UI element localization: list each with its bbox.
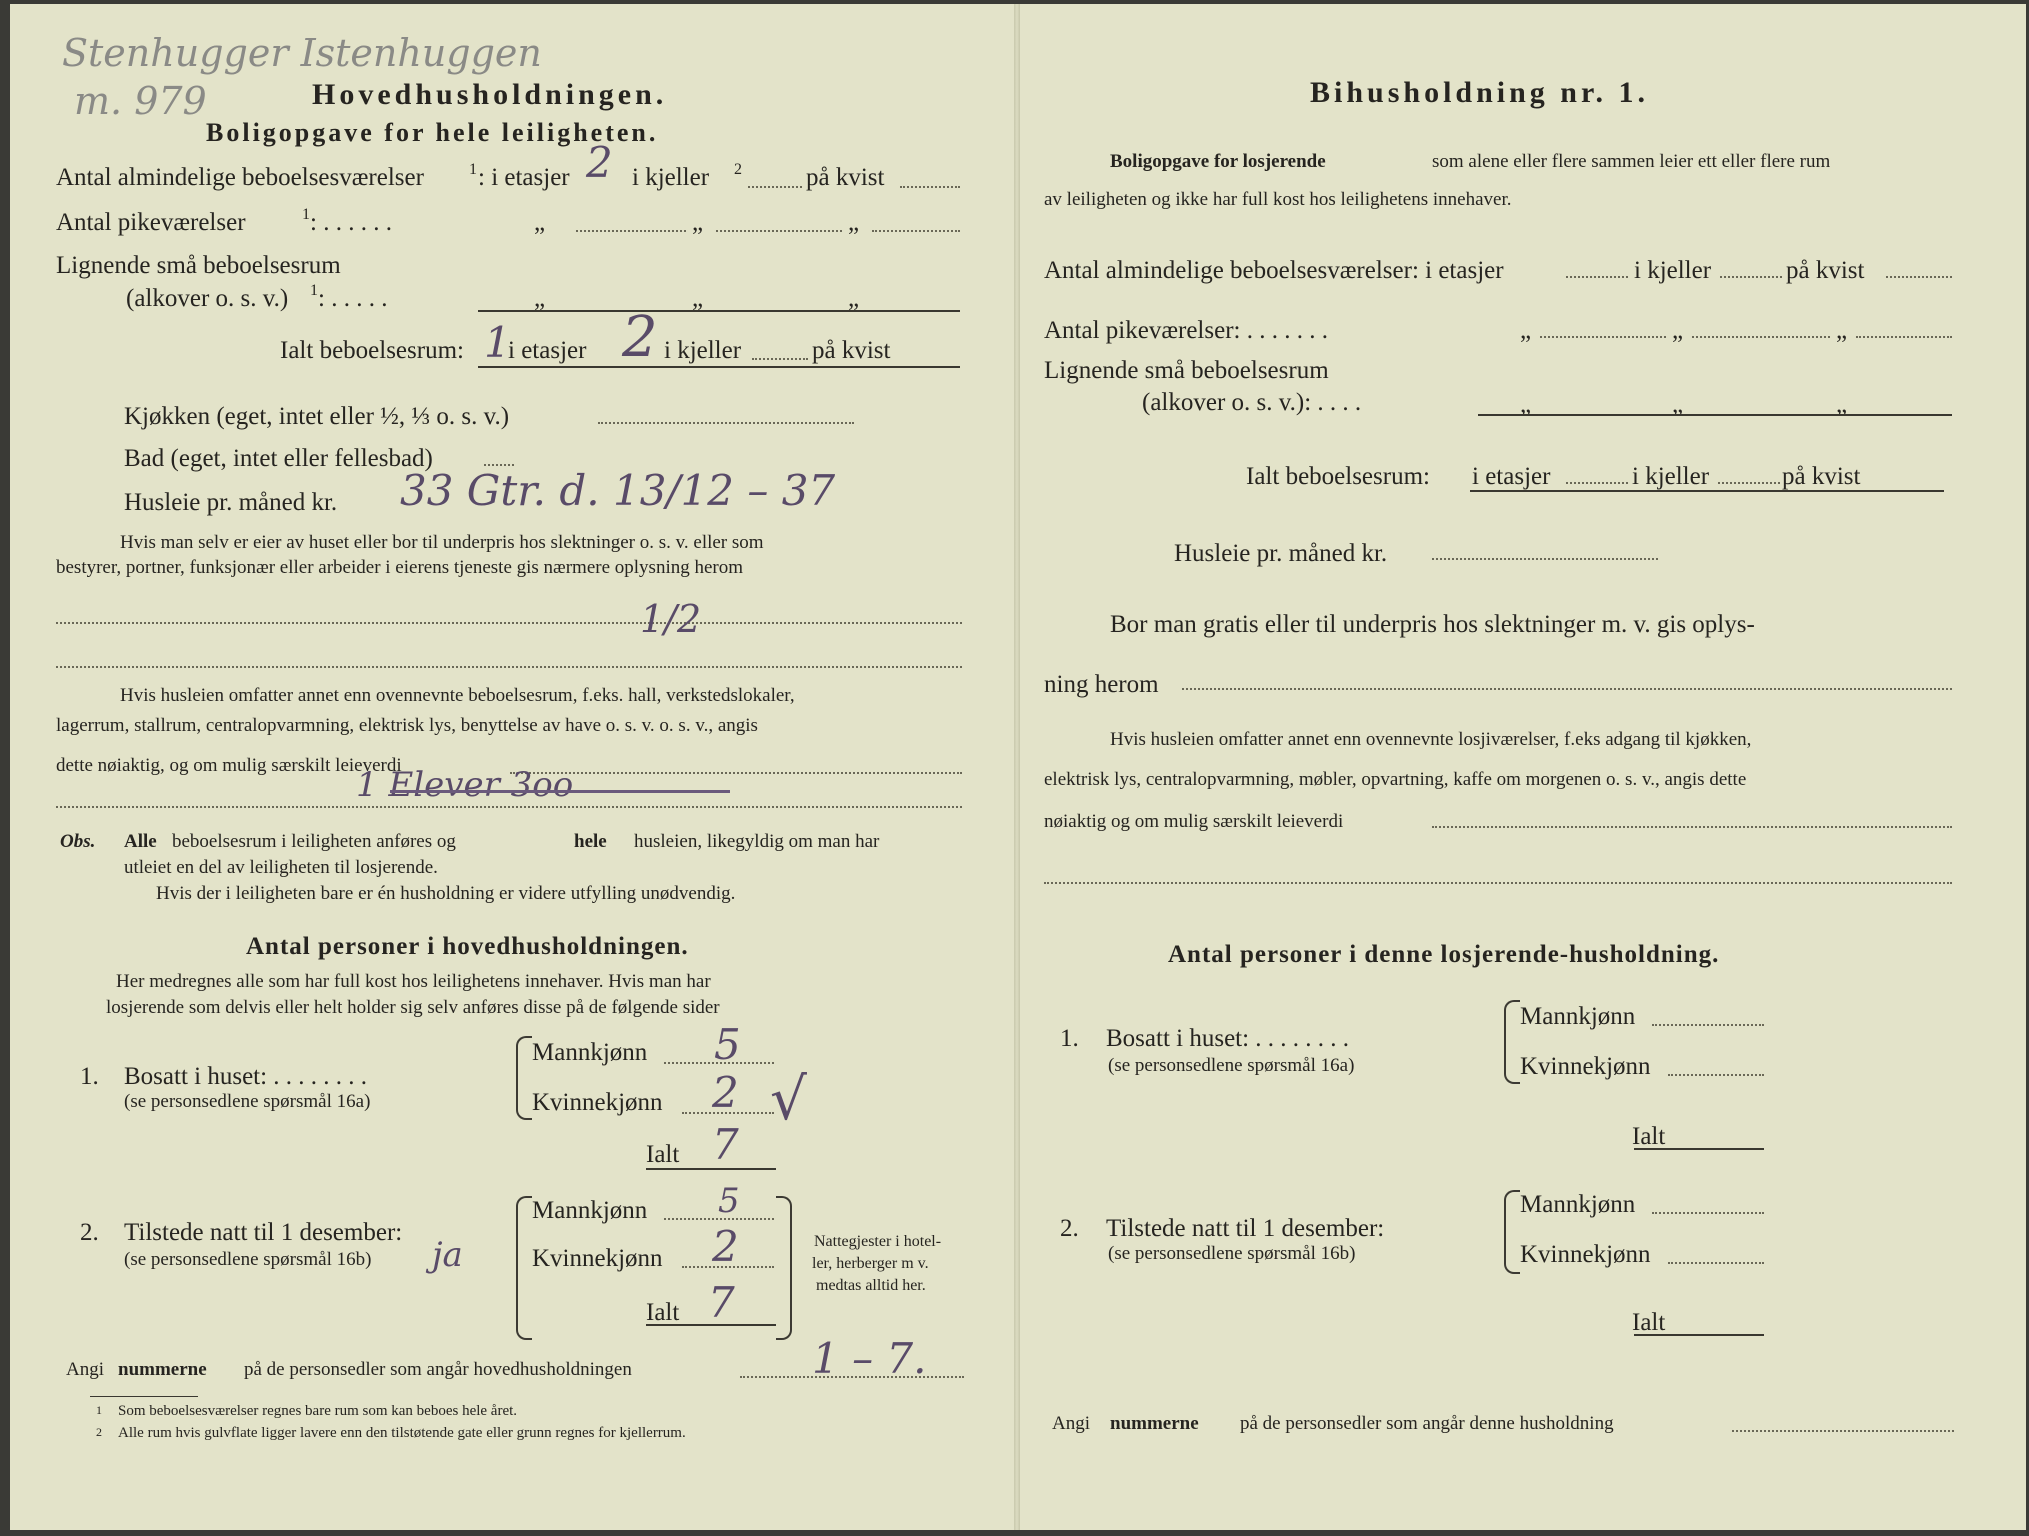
right-gratis-2: ning herom [1044, 671, 1159, 698]
obs-alle: Alle [124, 831, 157, 852]
footnote-1-num: 1 [96, 1403, 102, 1417]
right-q1-mannkjonn-label: Mannkjønn [1520, 1003, 1636, 1030]
field-herom [56, 622, 962, 624]
right-q2-kvinnekjonn-field [1668, 1262, 1764, 1264]
right-field-husleie [1432, 558, 1658, 560]
left-angi-nummerne: nummerne [118, 1359, 207, 1380]
field-pike-etasjer [576, 230, 686, 232]
q1-mannkjonn-label: Mannkjønn [532, 1039, 648, 1066]
field-ialt-kjeller [752, 358, 808, 360]
ditto-4: „ [534, 285, 546, 312]
right-field-pike-2 [1692, 336, 1830, 338]
field-pike-kjeller [716, 230, 842, 232]
q2-ialt-label: Ialt [646, 1299, 680, 1326]
page-fold [1014, 4, 1020, 1530]
right-label-ialt-kvist: på kvist [1782, 463, 1861, 490]
right-intro-1: som alene eller flere sammen leier ett eller flere rum [1432, 151, 1831, 172]
persons-note-1: Her medregnes alle som har full kost hos leilighetens innehaver. Hvis man har [116, 971, 711, 992]
right-q2-mannkjonn-label: Mannkjønn [1520, 1191, 1636, 1218]
right-label-kjeller: i kjeller [1634, 257, 1712, 284]
right-label-kvist: på kvist [1786, 257, 1865, 284]
right-field-etasjer [1566, 276, 1628, 278]
q2-kvinnekjonn-field [682, 1266, 774, 1268]
dots-pikevaerelser: : . . . . . . [310, 209, 392, 236]
right-label-husleie: Husleie pr. måned kr. [1174, 540, 1388, 567]
right-field-pike-3 [1856, 336, 1952, 338]
right-persons-title: Antal personer i denne losjerende-husholdning. [1168, 941, 1720, 968]
label-ialt-kjeller: i kjeller [664, 337, 742, 364]
handwritten-husleie: 33 Gtr. d. 13/12 – 37 [400, 466, 836, 515]
para-omfatter-line-3: dette nøiaktig, og om mulig særskilt leieverdi [56, 755, 402, 776]
label-ialt-beboelsesrum: Ialt beboelsesrum: [280, 337, 464, 364]
label-i-etasjer: : i etasjer [478, 164, 570, 191]
label-i-kjeller: i kjeller [632, 164, 710, 191]
footnote-2: Alle rum hvis gulvflate ligger lavere enn den tilstøtende gate eller grunn regnes for kjellerrum. [118, 1425, 686, 1441]
q2-ialt-value: 7 [708, 1278, 735, 1327]
right-ditto-1: „ [1520, 317, 1532, 344]
right-q1-label: Bosatt i huset: . . . . . . . . [1106, 1025, 1350, 1052]
q2-ialt-rule [646, 1324, 776, 1326]
right-ditto-3: „ [1836, 317, 1848, 344]
right-ditto-5: „ [1672, 391, 1684, 418]
footnote-ref-2: 2 [734, 161, 742, 178]
right-q1-kvinnekjonn-label: Kvinnekjønn [1520, 1053, 1651, 1080]
obs-label: Obs. [60, 831, 96, 852]
right-q1-sub: (se personsedlene spørsmål 16a) [1108, 1055, 1355, 1076]
q2-number: 2. [80, 1219, 99, 1246]
right-intro-2: av leiligheten og ikke har full kost hos leilighetens innehaver. [1044, 189, 1512, 210]
rule-ialt [478, 366, 960, 368]
right-q2-brace [1504, 1190, 1520, 1274]
right-q2-sub: (se personsedlene spørsmål 16b) [1108, 1243, 1356, 1264]
label-kjokken: Kjøkken (eget, intet eller ½, ⅓ o. s. v.) [124, 403, 510, 430]
right-label-lignende: Lignende små beboelsesrum [1044, 357, 1329, 384]
right-q2-number: 2. [1060, 1215, 1079, 1242]
label-husleie: Husleie pr. måned kr. [124, 489, 338, 516]
right-angi: Angi [1052, 1413, 1090, 1434]
obs-text-1: beboelsesrum i leiligheten anføres og [172, 831, 456, 852]
right-q1-mannkjonn-field [1652, 1024, 1764, 1026]
q2-brace [516, 1196, 532, 1340]
obs-line-3: Hvis der i leiligheten bare er én husholdning er videre utfylling unødvendig. [156, 883, 736, 904]
right-rule-ialt [1470, 490, 1944, 492]
obs-line-2: utleiet en del av leiligheten til losjerende. [124, 857, 438, 878]
obs-text-2: husleien, likegyldig om man har [634, 831, 880, 852]
q2-kvinnekjonn-label: Kvinnekjønn [532, 1245, 663, 1272]
right-field-leieverdi [1432, 826, 1952, 828]
right-omfatter-3: nøiaktig og om mulig særskilt leieverdi [1044, 811, 1344, 832]
handwritten-herom: 1/2 [640, 597, 702, 641]
ditto-2: „ [692, 209, 704, 236]
right-field-kjeller [1720, 276, 1782, 278]
q1-kvinnekjonn-label: Kvinnekjønn [532, 1089, 663, 1116]
q1-kvinnekjonn-field [682, 1112, 774, 1114]
label-ialt-kvist: på kvist [812, 337, 891, 364]
label-pikevaerelser: Antal pikeværelser [56, 209, 246, 236]
handwritten-etasjer: 2 [586, 138, 613, 187]
right-angi-field [1732, 1430, 1954, 1432]
q1-sub: (se personsedlene spørsmål 16a) [124, 1091, 371, 1112]
handwritten-strike [390, 790, 730, 793]
right-ditto-6: „ [1836, 391, 1848, 418]
q2-mark: ja [432, 1235, 463, 1275]
right-label-almindelige: Antal almindelige beboelsesværelser: i etasjer [1044, 257, 1504, 284]
nattegjester-line-2: ler, herberger m v. [812, 1255, 929, 1272]
right-rule-alkover [1478, 414, 1952, 416]
right-field-pike-1 [1540, 336, 1666, 338]
rule-alkover [478, 310, 960, 312]
right-q1-number: 1. [1060, 1025, 1079, 1052]
left-angi-rest: på de personsedler som angår hovedhusholdningen [244, 1359, 632, 1380]
field-pike-kvist [872, 230, 960, 232]
footnote-1: Som beboelsesværelser regnes bare rum som kan beboes hele året. [118, 1403, 518, 1419]
field-kjokken [598, 422, 854, 424]
q1-mannkjonn-value: 5 [714, 1020, 741, 1069]
left-title: Hovedhusholdningen. [312, 78, 668, 111]
label-bad: Bad (eget, intet eller fellesbad) [124, 445, 433, 472]
right-label-ialt-kjeller: i kjeller [1632, 463, 1710, 490]
label-antal-almindelige: Antal almindelige beboelsesværelser [56, 164, 424, 191]
right-intro-bold: Boligopgave for losjerende [1110, 151, 1326, 172]
right-q2-ialt-label: Ialt [1632, 1309, 1666, 1336]
left-subtitle: Boligopgave for hele leiligheten. [206, 118, 659, 147]
handwritten-ialt-etasjer: 2 [622, 305, 658, 370]
q1-ialt-rule [646, 1168, 776, 1170]
footnote-ref-1b: 1 [302, 206, 310, 223]
right-label-ialt: Ialt beboelsesrum: [1246, 463, 1430, 490]
field-kvist [900, 186, 960, 188]
footnote-2-num: 2 [96, 1425, 102, 1439]
nattegjester-line-3: medtas alltid her. [816, 1277, 926, 1294]
field-herom-2 [56, 666, 962, 668]
para-eier-line-2: bestyrer, portner, funksjonær eller arbeider i eierens tjeneste gis nærmere oplysning herom [56, 557, 744, 578]
right-label-ialt-etasjer: i etasjer [1472, 463, 1551, 490]
q2-kvinnekjonn-value: 2 [712, 1222, 739, 1271]
field-leieverdi-2 [56, 806, 962, 808]
right-q1-kvinnekjonn-field [1668, 1074, 1764, 1076]
left-angi: Angi [66, 1359, 104, 1380]
q1-label: Bosatt i huset: . . . . . . . . [124, 1063, 368, 1090]
ditto-1: „ [534, 209, 546, 236]
nattegjester-line-1: Nattegjester i hotel- [814, 1233, 942, 1250]
right-field-ialt-etasjer [1566, 482, 1628, 484]
field-kjeller [748, 186, 802, 188]
ditto-5: „ [692, 285, 704, 312]
field-leieverdi [510, 772, 962, 774]
footnote-ref-1: 1 [469, 161, 477, 178]
q1-ialt-value: 7 [712, 1120, 739, 1169]
para-eier-line-1: Hvis man selv er eier av huset eller bor til underpris hos slektninger o. s. v. eller som [120, 532, 764, 553]
right-q2-label: Tilstede natt til 1 desember: [1106, 1215, 1385, 1242]
right-title: Bihusholdning nr. 1. [1310, 76, 1650, 109]
dots-alkover: : . . . . . [318, 285, 388, 312]
right-field-kvist [1886, 276, 1952, 278]
right-angi-nummerne: nummerne [1110, 1413, 1199, 1434]
q1-kvinnekjonn-value: 2 [712, 1068, 739, 1117]
right-ditto-4: „ [1520, 391, 1532, 418]
handwritten-nummer: 1 – 7. [812, 1334, 927, 1383]
label-pa-kvist: på kvist [806, 164, 885, 191]
label-lignende: Lignende små beboelsesrum [56, 252, 341, 279]
right-q2-ialt-rule [1634, 1334, 1764, 1336]
right-gratis-1: Bor man gratis eller til underpris hos slektninger m. v. gis oplys- [1110, 611, 1755, 638]
right-omfatter-1: Hvis husleien omfatter annet enn ovennevnte losjiværelser, f.eks adgang til kjøkken, [1110, 729, 1752, 750]
q1-number: 1. [80, 1063, 99, 1090]
handwritten-ialt-rum: 1 [484, 318, 511, 367]
q2-mannkjonn-label: Mannkjønn [532, 1197, 648, 1224]
right-field-herom [1182, 688, 1952, 690]
ditto-3: „ [848, 209, 860, 236]
para-omfatter-line-2: lagerrum, stallrum, centralopvarmning, elektrisk lys, benyttelse av have o. s. v. o. s. v., angis [56, 715, 758, 736]
handwritten-number: m. 979 [74, 79, 207, 123]
ditto-6: „ [848, 285, 860, 312]
right-field-leieverdi-2 [1044, 882, 1952, 884]
para-omfatter-line-1: Hvis husleien omfatter annet enn ovennevnte beboelsesrum, f.eks. hall, verkstedslokaler, [120, 685, 795, 706]
q2-mannkjonn-field [664, 1218, 774, 1220]
q1-ialt-label: Ialt [646, 1141, 680, 1168]
left-persons-title: Antal personer i hovedhusholdningen. [246, 933, 689, 960]
q2-mannkjonn-value: 5 [718, 1181, 740, 1221]
q1-tick: √ [770, 1065, 807, 1133]
handwritten-leieverdi: 1 Elever 3oo [356, 765, 574, 805]
obs-hele: hele [574, 831, 607, 852]
q2-right-brace [776, 1196, 792, 1340]
right-q2-kvinnekjonn-label: Kvinnekjønn [1520, 1241, 1651, 1268]
label-ialt-etasjer: i etasjer [508, 337, 587, 364]
right-q1-brace [1504, 1000, 1520, 1084]
q1-brace [516, 1036, 532, 1120]
right-label-alkover: (alkover o. s. v.): . . . . [1142, 389, 1362, 416]
q2-sub: (se personsedlene spørsmål 16b) [124, 1249, 372, 1270]
q1-mannkjonn-field [664, 1062, 774, 1064]
right-q1-ialt-rule [1634, 1148, 1764, 1150]
footnote-rule [90, 1396, 198, 1397]
footnote-ref-1c: 1 [310, 282, 318, 299]
right-angi-rest: på de personsedler som angår denne husholdning [1240, 1413, 1614, 1434]
right-q2-mannkjonn-field [1652, 1212, 1764, 1214]
right-q1-ialt-label: Ialt [1632, 1123, 1666, 1150]
right-omfatter-2: elektrisk lys, centralopvarmning, møbler, opvartning, kaffe om morgenen o. s. v., angis dette [1044, 769, 1747, 790]
handwritten-occupation: Stenhugger Istenhuggen [62, 31, 542, 75]
right-ditto-2: „ [1672, 317, 1684, 344]
right-field-ialt-kjeller [1718, 482, 1780, 484]
label-alkover: (alkover o. s. v.) [126, 285, 289, 312]
q2-label: Tilstede natt til 1 desember: [124, 1219, 403, 1246]
persons-note-2: losjerende som delvis eller helt holder sig selv anføres disse på de følgende sider [106, 997, 720, 1018]
right-label-pike: Antal pikeværelser: . . . . . . . [1044, 317, 1328, 344]
